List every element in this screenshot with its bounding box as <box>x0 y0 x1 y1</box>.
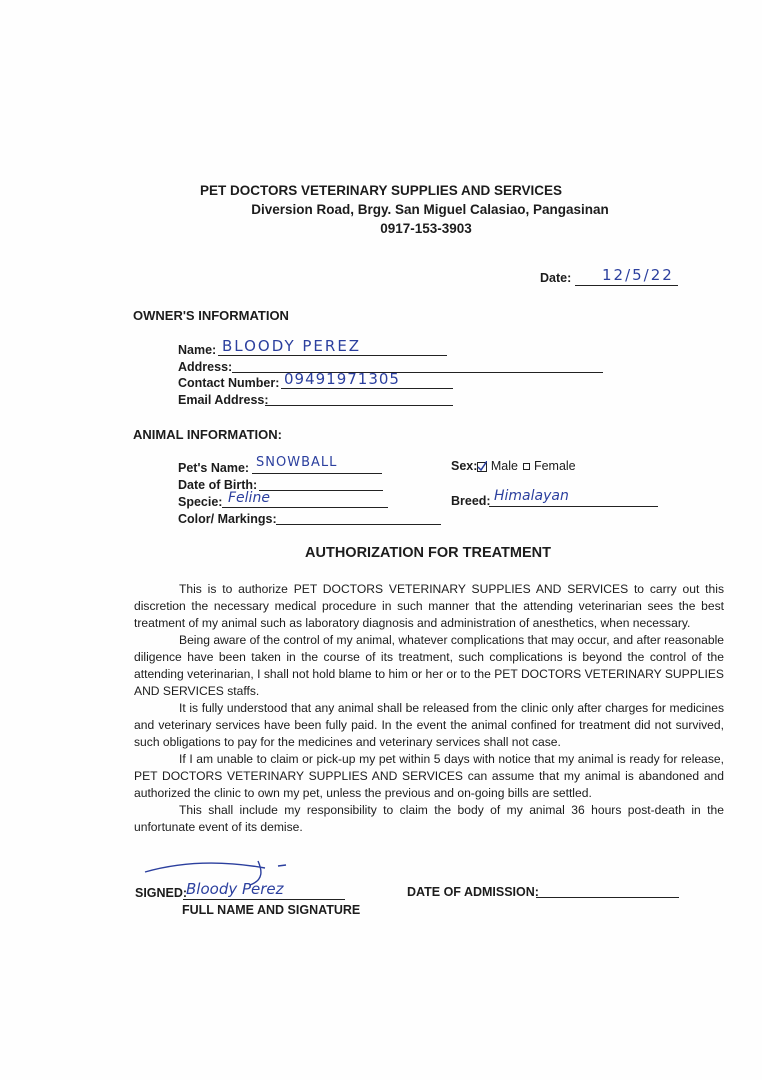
color-label: Color/ Markings: <box>178 512 277 526</box>
date-value[interactable]: 12/5/22 <box>602 266 674 284</box>
breed-label: Breed: <box>451 494 491 508</box>
admission-label: DATE OF ADMISSION: <box>407 885 539 899</box>
authorization-paragraph-3: It is fully understood that any animal shall be released from the clinic only after charges for medicines and veterinary services have been fully paid. In the event the animal confined for treatment did not survived, such obligations to pay for the medicines and veterinary services shall not case. <box>134 701 724 749</box>
female-checkbox[interactable] <box>523 463 530 470</box>
sex-field <box>451 459 576 473</box>
company-name: PET DOCTORS VETERINARY SUPPLIES AND SERVICES <box>199 183 563 198</box>
owner-name-value[interactable]: BLOODY PEREZ <box>222 337 362 355</box>
authorization-paragraph-2: Being aware of the control of my animal, whatever complications that may occur, and after reasonable diligence have been taken in the course of its treatment, such complications is beyond the control of the attending veterinarian, I shall not hold blame to him or her or to the PET DOCTORS VETERINARY SUPPLIES AND SERVICES staffs. <box>134 633 724 698</box>
specie-label: Specie: <box>178 495 223 509</box>
owner-heading: OWNER'S INFORMATION <box>133 308 289 323</box>
owner-contact-line <box>281 388 453 389</box>
owner-contact-label: Contact Number: <box>178 376 280 390</box>
dob-label: Date of Birth: <box>178 478 258 492</box>
signature-value[interactable]: Bloody Perez <box>186 880 284 898</box>
date-label: Date: <box>540 271 572 285</box>
owner-name-line <box>218 355 447 356</box>
signature-line <box>183 899 345 900</box>
authorization-paragraph-5: This shall include my responsibility to claim the body of my animal 36 hours post-death in the unfortunate event of its demise. <box>134 803 724 834</box>
breed-value[interactable]: Himalayan <box>494 488 569 504</box>
owner-contact-value[interactable]: 09491971305 <box>284 370 400 388</box>
check-mark-icon <box>477 461 487 471</box>
pet-name-label: Pet's Name: <box>178 461 250 475</box>
company-phone: 0917-153-3903 <box>380 221 472 236</box>
owner-email-label: Email Address: <box>178 393 269 407</box>
signature-caption: FULL NAME AND SIGNATURE <box>182 903 361 917</box>
company-address: Diversion Road, Brgy. San Miguel Calasiao, Pangasinan <box>251 202 609 217</box>
owner-name-label: Name: <box>178 343 217 357</box>
animal-heading: ANIMAL INFORMATION: <box>133 427 282 442</box>
authorization-body <box>134 581 724 836</box>
signed-label: SIGNED: <box>135 886 188 900</box>
dob-line[interactable] <box>259 490 383 491</box>
breed-line <box>489 506 658 507</box>
color-line[interactable] <box>276 524 441 525</box>
authorization-title: AUTHORIZATION FOR TREATMENT <box>305 545 551 561</box>
pet-name-value[interactable]: SNOWBALL <box>256 455 338 470</box>
specie-value[interactable]: Feline <box>228 490 270 506</box>
male-checkbox[interactable] <box>477 462 487 472</box>
pet-name-line <box>252 473 382 474</box>
sex-label: Sex: <box>451 459 478 473</box>
owner-address-label: Address: <box>178 360 233 374</box>
authorization-paragraph-4: If I am unable to claim or pick-up my pet within 5 days with notice that my animal is ready for release, PET DOCTORS VETERINARY SUPPLIES AND SERVICES can assume that my animal is abandoned and authorized the clinic to own my pet, unless the previous and on-going bills are settled. <box>134 752 724 800</box>
male-option-label: Male <box>490 459 518 473</box>
specie-line <box>222 507 388 508</box>
owner-email-line[interactable] <box>265 405 453 406</box>
authorization-paragraph-1: This is to authorize PET DOCTORS VETERINARY SUPPLIES AND SERVICES to carry out this discretion the necessary medical procedure in such manner that the attending veterinarian sees the best treatment of my animal such as laboratory diagnosis and administration of anesthetics, when necessary. <box>134 582 724 630</box>
female-option-label: Female <box>533 459 576 473</box>
date-line <box>575 285 678 286</box>
admission-line[interactable] <box>536 897 679 898</box>
